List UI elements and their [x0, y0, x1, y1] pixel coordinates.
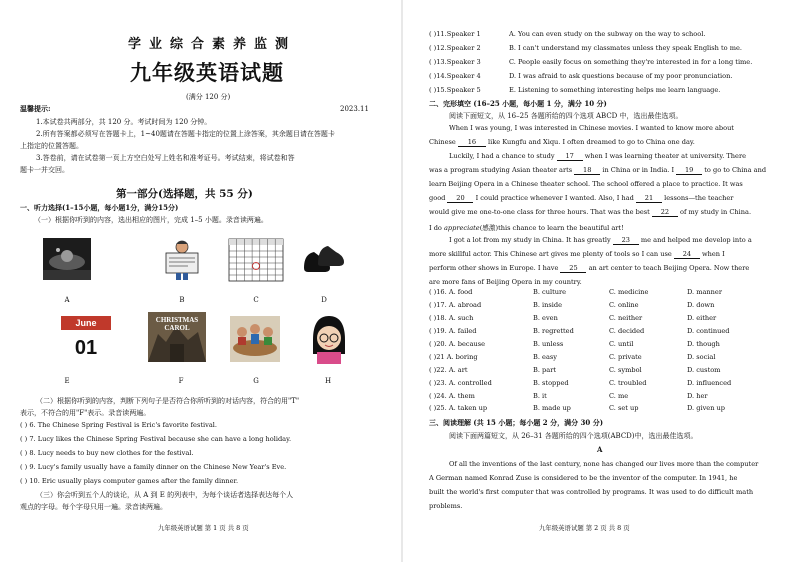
listening-instruction-3-cont: 观点的字母。每个字母只用一遍。录音读两遍。 — [20, 503, 167, 511]
option-e: E. Listening to something interesting helps me learn language. — [509, 86, 721, 94]
option-row — [429, 389, 767, 402]
day-number: 01 — [61, 332, 111, 364]
option-row — [429, 363, 767, 376]
picture-a-night-scene — [43, 238, 91, 280]
passage-line: I do appreciate(感激)this chance to learn the beautiful art! — [429, 224, 624, 232]
blank-20: 20 — [447, 194, 473, 203]
note-2: 2.所有答案都必须写在答题卡上，1~40题请在答题卡指定的位置上涂答案，其余题目请在答题卡 — [36, 130, 335, 138]
option-cell: B. unless — [533, 340, 564, 348]
picture-g-family-dinner — [230, 316, 280, 362]
option-cell: D. custom — [687, 365, 721, 374]
passage-line: Luckily, I had a chance to study 17 when I was learning theater at university. There — [449, 152, 747, 160]
part-1-title: 第一部分(选择题，共 55 分) — [116, 188, 253, 200]
picture-e-june-calendar — [61, 316, 111, 364]
exam-title: 九年级英语试题 — [130, 60, 284, 85]
question-13: ( )13.Speaker 3 — [429, 58, 481, 66]
option-b: B. I can't understand my classmates unless they speak English to me. — [509, 44, 742, 52]
listening-instruction-1: （一）根据你听到的内容，选出相应的图片，完成 1–5 小题。录音读两遍。 — [34, 216, 268, 224]
question-8: ( ) 8. Lucy needs to buy new clothes for the festival. — [20, 449, 194, 457]
option-cell: ( )19. A. failed — [429, 327, 477, 336]
listening-title: 一、听力选择(1–15小题，每小题1分，满分15分) — [20, 203, 179, 212]
passage-line: Chinese 16 like Kungfu and Xiqu. I often dreamed to go to China one day. — [429, 138, 695, 146]
option-cell: ( )21 A. boring — [429, 352, 478, 361]
passage-line: are more fans of Beijing Opera in my country. — [429, 278, 582, 286]
option-cell: ( )20. A. because — [429, 340, 486, 348]
option-cell: ( )25. A. taken up — [429, 404, 488, 413]
option-cell: ( )17. A. abroad — [429, 301, 482, 310]
question-15: ( )15.Speaker 5 — [429, 86, 481, 94]
passage-line: perform other shows in Europe. I have 25 an art center to teach Beijing Opera. Now there — [429, 264, 750, 272]
blank-16: 16 — [458, 138, 486, 147]
listening-instruction-3: （三）你会听到五个人的谈论，从 A 到 E 的列表中，为每个谈话者选择表达每个人 — [36, 491, 294, 499]
question-9: ( ) 9. Lucy's family usually have a family dinner on the Chinese New Year's Eve. — [20, 463, 287, 471]
question-14: ( )14.Speaker 4 — [429, 72, 481, 80]
blank-25: 25 — [560, 264, 586, 273]
full-score: (满分 120 分) — [186, 93, 231, 101]
option-row — [429, 376, 767, 389]
option-cell: B. easy — [533, 352, 557, 361]
question-11: ( )11.Speaker 1 — [429, 30, 481, 38]
option-cell: B. regretted — [533, 327, 574, 336]
passage-line: When I was young, I was interested in Chinese movies. I wanted to know more about — [449, 124, 734, 132]
cloze-title: 二、完形填空 (16–25 小题，每小题 1 分，满分 10 分) — [429, 99, 607, 108]
option-d: D. I was afraid to ask questions because of my poor pronunciation. — [509, 72, 733, 80]
option-cell: D. influenced — [687, 378, 732, 387]
option-row — [429, 312, 767, 325]
option-cell: B. culture — [533, 288, 567, 297]
blank-17: 17 — [557, 152, 583, 161]
option-cell: B. made up — [533, 404, 571, 413]
option-row — [429, 402, 767, 415]
june-label: June — [61, 316, 111, 330]
exam-date: 2023.11 — [340, 105, 369, 113]
cloze-options-table — [429, 286, 767, 415]
reading-line: built the world's first computer that was controlled by programs. It was used to do difficult math — [429, 488, 754, 496]
note-2-cont: 上指定的位置答题。 — [20, 142, 83, 150]
option-cell: C. me — [609, 391, 629, 400]
option-cell: B. it — [533, 391, 547, 400]
reading-line: problems. — [429, 502, 463, 510]
blank-23: 23 — [613, 236, 639, 245]
cloze-instruction: 阅读下面短文，从 16–25 各题所给的四个选项 ABCD 中，选出最佳选项。 — [449, 112, 683, 120]
option-cell: C. symbol — [609, 365, 642, 374]
page-footer: 九年级英语试题 第 2 页 共 8 页 — [539, 524, 630, 532]
blank-18: 18 — [574, 166, 600, 175]
option-row — [429, 286, 767, 299]
option-row — [429, 299, 767, 312]
option-cell: ( )22. A. art — [429, 365, 468, 374]
passage-line: more skillful actor. This Chinese art gives me plenty of tools so I can use 24 when I — [429, 250, 725, 258]
picture-label: G — [253, 377, 259, 385]
passage-line: I got a lot from my study in China. It has greatly 23 me and helped me develop into a — [449, 236, 752, 244]
reading-line: A German named Konrad Zuse is considered to be the inventor of the computer. In 1941, he — [429, 474, 738, 482]
picture-label: H — [324, 377, 332, 385]
listening-instruction-2: （二）根据你听到的内容，判断下列句子是否符合你所听到的对话内容，符合的用"T" — [36, 397, 300, 405]
picture-label: E — [64, 377, 70, 385]
option-a: A. You can even study on the subway on the way to school. — [509, 30, 706, 38]
picture-b-reading-newspaper — [158, 238, 206, 280]
option-cell: D. social — [687, 352, 716, 361]
picture-f-christmas-carol — [148, 312, 206, 362]
blank-22: 22 — [652, 208, 678, 217]
option-c: C. People easily focus on something they're interested in for a long time. — [509, 58, 753, 66]
note-3-cont: 题卡一并交回。 — [20, 166, 69, 174]
picture-label: C — [253, 296, 259, 304]
picture-c-calendar — [228, 238, 284, 280]
option-cell: ( )23. A. controlled — [429, 378, 492, 387]
option-cell: B. even — [533, 314, 558, 323]
option-cell: C. set up — [609, 404, 639, 413]
option-cell: ( )16. A. food — [429, 288, 473, 297]
reading-line: Of all the inventions of the last century, none has changed our lives more than the computer — [449, 460, 759, 468]
picture-label: F — [178, 377, 184, 385]
passage-line: would give me one-to-one class for three hours. That was the best 22 of my study in China. — [429, 208, 752, 216]
option-cell: B. stopped — [533, 378, 569, 387]
question-6: ( ) 6. The Chinese Spring Festival is Eric's favorite festival. — [20, 421, 217, 429]
note-1: 1.本试卷共两部分，共 120 分。考试时间为 120 分钟。 — [36, 118, 212, 126]
option-cell: D. given up — [687, 404, 726, 413]
reading-instruction: 阅读下面两篇短文，从 26–31 各题所给的四个选项(ABCD)中，选出最佳选项。 — [449, 432, 698, 440]
listening-instruction-2-cont: 表示，不符合的用"F"表示。录音读两遍。 — [20, 409, 151, 417]
picture-d-shoes — [300, 238, 348, 280]
option-cell: D. though — [687, 340, 720, 348]
passage-a-label: A — [597, 445, 603, 454]
option-cell: ( )18. A. such — [429, 314, 474, 323]
passage-line: learn Beijing Opera in a Chinese theater school. The school offered a place to practice. It was — [429, 180, 743, 188]
option-cell: D. her — [687, 391, 708, 400]
option-cell: C. until — [609, 340, 634, 348]
page-fold — [401, 0, 403, 562]
option-cell: C. private — [609, 352, 642, 361]
option-cell: C. online — [609, 301, 639, 310]
passage-line: good 20 I could practice whenever I wanted. Also, I had 21 lessons—the teacher — [429, 194, 734, 202]
option-row — [429, 325, 767, 338]
note-3: 3.答卷前，请在试卷第一页上方空白处写上姓名和准考证号。考试结束，将试卷和答 — [36, 154, 295, 162]
option-cell: B. part — [533, 365, 556, 374]
page-footer: 九年级英语试题 第 1 页 共 8 页 — [158, 524, 249, 532]
page-2 — [405, 0, 794, 562]
option-cell: C. neither — [609, 314, 643, 323]
picture-label: B — [179, 296, 185, 304]
option-cell: C. decided — [609, 327, 645, 336]
passage-line: was a program studying Asian theater arts 18 in China or in India. I 19 to go to China and — [429, 166, 767, 174]
option-row — [429, 338, 767, 351]
option-cell: C. medicine — [609, 288, 649, 297]
option-cell: D. continued — [687, 327, 730, 336]
option-cell: D. down — [687, 301, 715, 310]
question-10: ( ) 10. Eric usually plays computer games after the family dinner. — [20, 477, 239, 485]
blank-21: 21 — [636, 194, 662, 203]
notice-label: 温馨提示: — [20, 104, 51, 113]
question-7: ( ) 7. Lucy likes the Chinese Spring Festival because she can have a long holiday. — [20, 435, 292, 443]
blank-19: 19 — [676, 166, 702, 175]
picture-h-girl-glasses — [309, 314, 349, 364]
option-row — [429, 350, 767, 363]
option-cell: D. manner — [687, 288, 722, 297]
option-cell: ( )24. A. them — [429, 391, 475, 400]
carol-title: CHRISTMAS CAROL — [155, 316, 199, 332]
option-cell: B. inside — [533, 301, 563, 310]
question-12: ( )12.Speaker 2 — [429, 44, 481, 52]
reading-title: 三、阅读理解 (共 15 小题；每小题 2 分，满分 30 分) — [429, 418, 604, 427]
picture-label: D — [321, 296, 327, 304]
exam-subtitle: 学业综合素养监测 — [128, 37, 297, 52]
option-cell: D. either — [687, 314, 717, 323]
option-cell: C. troubled — [609, 378, 647, 387]
picture-label: A — [64, 296, 70, 304]
blank-24: 24 — [674, 250, 700, 259]
